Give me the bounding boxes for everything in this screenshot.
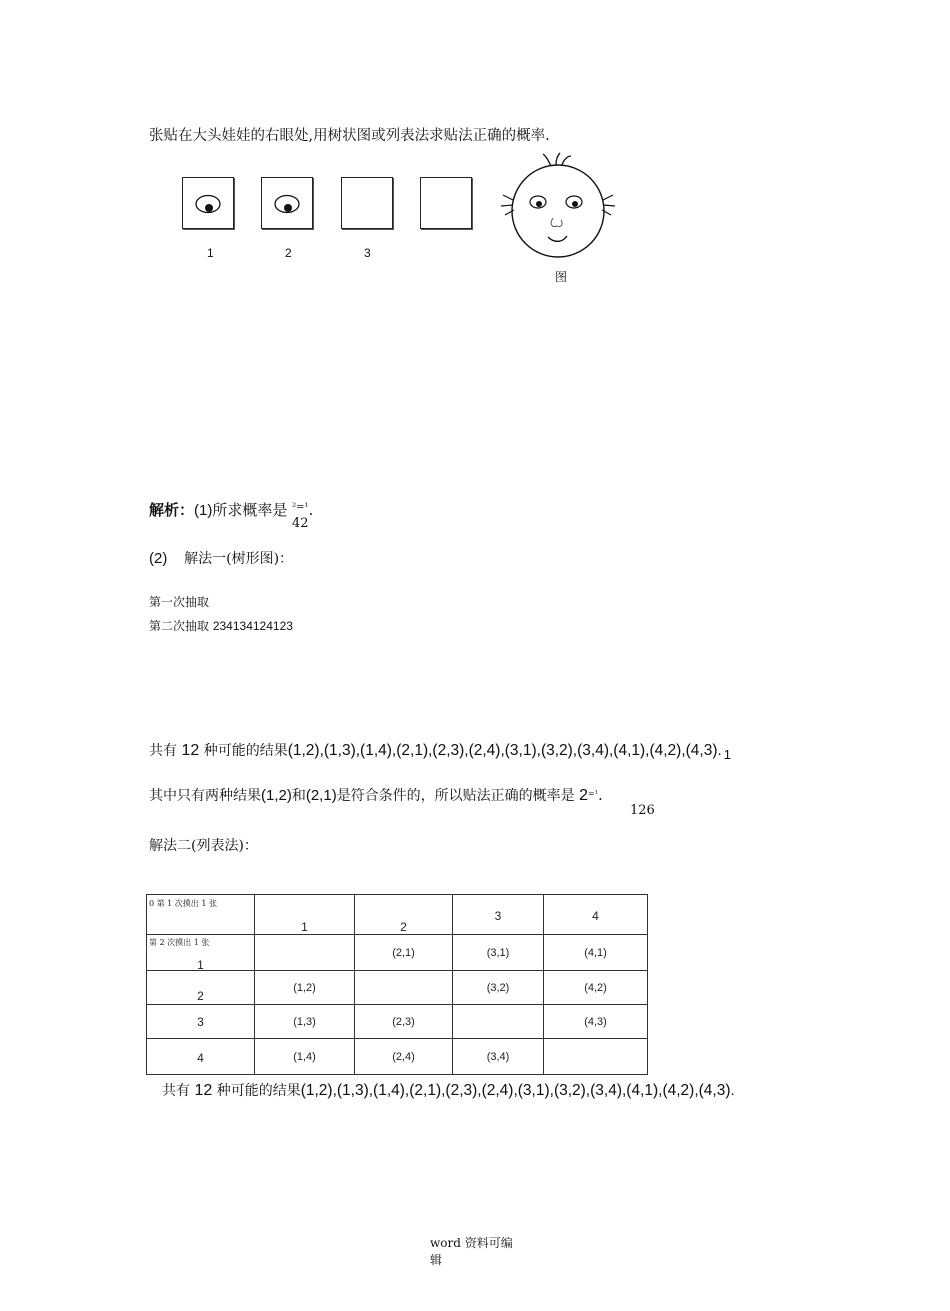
- correct-and: 和: [291, 788, 306, 804]
- solution-part2: [149, 548, 293, 568]
- tree-second-draw: [149, 617, 293, 634]
- card-2: [261, 177, 313, 229]
- part1-fraction-denominator: 42: [292, 516, 309, 531]
- table-cell: (1,3): [255, 1005, 355, 1039]
- eye-icon: [183, 178, 233, 228]
- part1-fraction-numerator: ²=¹: [292, 502, 309, 513]
- table-row: [147, 1005, 648, 1039]
- result-prefix: 共有: [149, 743, 182, 759]
- table-cell: [255, 935, 355, 971]
- solution-heading: 解析：: [149, 501, 195, 519]
- table-cell: (2,3): [355, 1005, 453, 1039]
- table-cell: (4,2): [544, 971, 648, 1005]
- card-4: [420, 177, 472, 229]
- result-sub: 1: [723, 747, 731, 762]
- col-header: 1: [255, 895, 355, 935]
- part1-text: 所求概率是: [212, 501, 293, 519]
- table-cell: (1,4): [255, 1039, 355, 1075]
- summary-prefix: 共有: [162, 1083, 195, 1099]
- probability-table: [146, 894, 648, 1075]
- tree-second-values: 234134124123: [212, 619, 293, 633]
- correct-a: (1,2): [261, 787, 292, 804]
- correct-mid: 是符合条件的，所以贴法正确的概率是: [336, 788, 580, 804]
- col-header: 2: [355, 895, 453, 935]
- corner-bottom-label: 第 2 次摸出 1 张: [149, 938, 210, 947]
- row-header: 2: [147, 971, 255, 1005]
- card-label-1: 1: [207, 246, 214, 260]
- row-header: 4: [147, 1039, 255, 1075]
- table-cell: (3,4): [453, 1039, 544, 1075]
- table-cell: (2,1): [355, 935, 453, 971]
- correct-line: [149, 785, 603, 805]
- table-row: [147, 1039, 648, 1075]
- problem-text: 张贴在大头娃娃的右眼处,用树状图或列表法求贴法正确的概率.: [149, 128, 550, 144]
- result-list: (1,2),(1,3),(1,4),(2,1),(2,3),(2,4),(3,1),(3,2),(3,4),(4,1),(4,2),(4,3): [287, 742, 718, 759]
- method2-title: 解法二(列表法)：: [149, 838, 258, 854]
- part1-end: .: [308, 501, 314, 519]
- figure-caption: 图: [555, 270, 568, 284]
- eye-icon: [262, 178, 312, 228]
- table-row: [147, 971, 648, 1005]
- summary-count: 12: [194, 1082, 213, 1099]
- table-cell: (4,1): [544, 935, 648, 971]
- col-header: 4: [544, 895, 648, 935]
- solution-part1: [149, 499, 313, 520]
- table-cell: [355, 971, 453, 1005]
- card-1: [182, 177, 234, 229]
- row-header: 第 2 次摸出 1 张 1: [147, 935, 255, 971]
- card-3: [341, 177, 393, 229]
- doll-face-icon: [496, 148, 620, 260]
- table-cell: (2,4): [355, 1039, 453, 1075]
- row-header: 3: [147, 1005, 255, 1039]
- summary-line: [162, 1080, 735, 1100]
- summary-end: .: [730, 1082, 735, 1099]
- table-cell: (3,1): [453, 935, 544, 971]
- table-cell: (3,2): [453, 971, 544, 1005]
- table-cell: (4,3): [544, 1005, 648, 1039]
- result-end: .: [717, 742, 722, 759]
- summary-mid: 种可能的结果: [212, 1083, 301, 1099]
- correct-prefix: 其中只有两种结果: [149, 788, 261, 804]
- corner-top-label: 0 第 1 次摸出 1 张: [149, 899, 217, 908]
- part1-label: (1): [194, 502, 213, 519]
- correct-end: .: [597, 786, 603, 804]
- correct-num: 2: [579, 787, 589, 804]
- result-line: [149, 740, 731, 762]
- table-cell: [544, 1039, 648, 1075]
- part2-title: 解法一(树形图)：: [184, 551, 294, 567]
- summary-list: (1,2),(1,3),(1,4),(2,1),(2,3),(2,4),(3,1),(3,2),(3,4),(4,1),(4,2),(4,3): [300, 1082, 731, 1099]
- table-corner: [147, 895, 255, 935]
- table-cell: [453, 1005, 544, 1039]
- correct-denominator: 126: [630, 803, 655, 818]
- card-label-2: 2: [285, 246, 292, 260]
- result-mid: 种可能的结果: [199, 743, 288, 759]
- card-label-3: 3: [364, 246, 371, 260]
- tree-second-label: 第二次抽取: [149, 619, 213, 633]
- table-row: [147, 935, 648, 971]
- footer-line1: word 资料可编: [430, 1236, 513, 1250]
- table-cell: (1,2): [255, 971, 355, 1005]
- tree-first-draw: 第一次抽取: [149, 595, 210, 609]
- correct-b: (2,1): [305, 787, 337, 804]
- footer-line2: 辑: [430, 1253, 443, 1267]
- part2-label: (2): [149, 550, 168, 567]
- correct-sup: =¹: [588, 789, 598, 798]
- col-header: 3: [453, 895, 544, 935]
- result-count: 12: [181, 742, 200, 759]
